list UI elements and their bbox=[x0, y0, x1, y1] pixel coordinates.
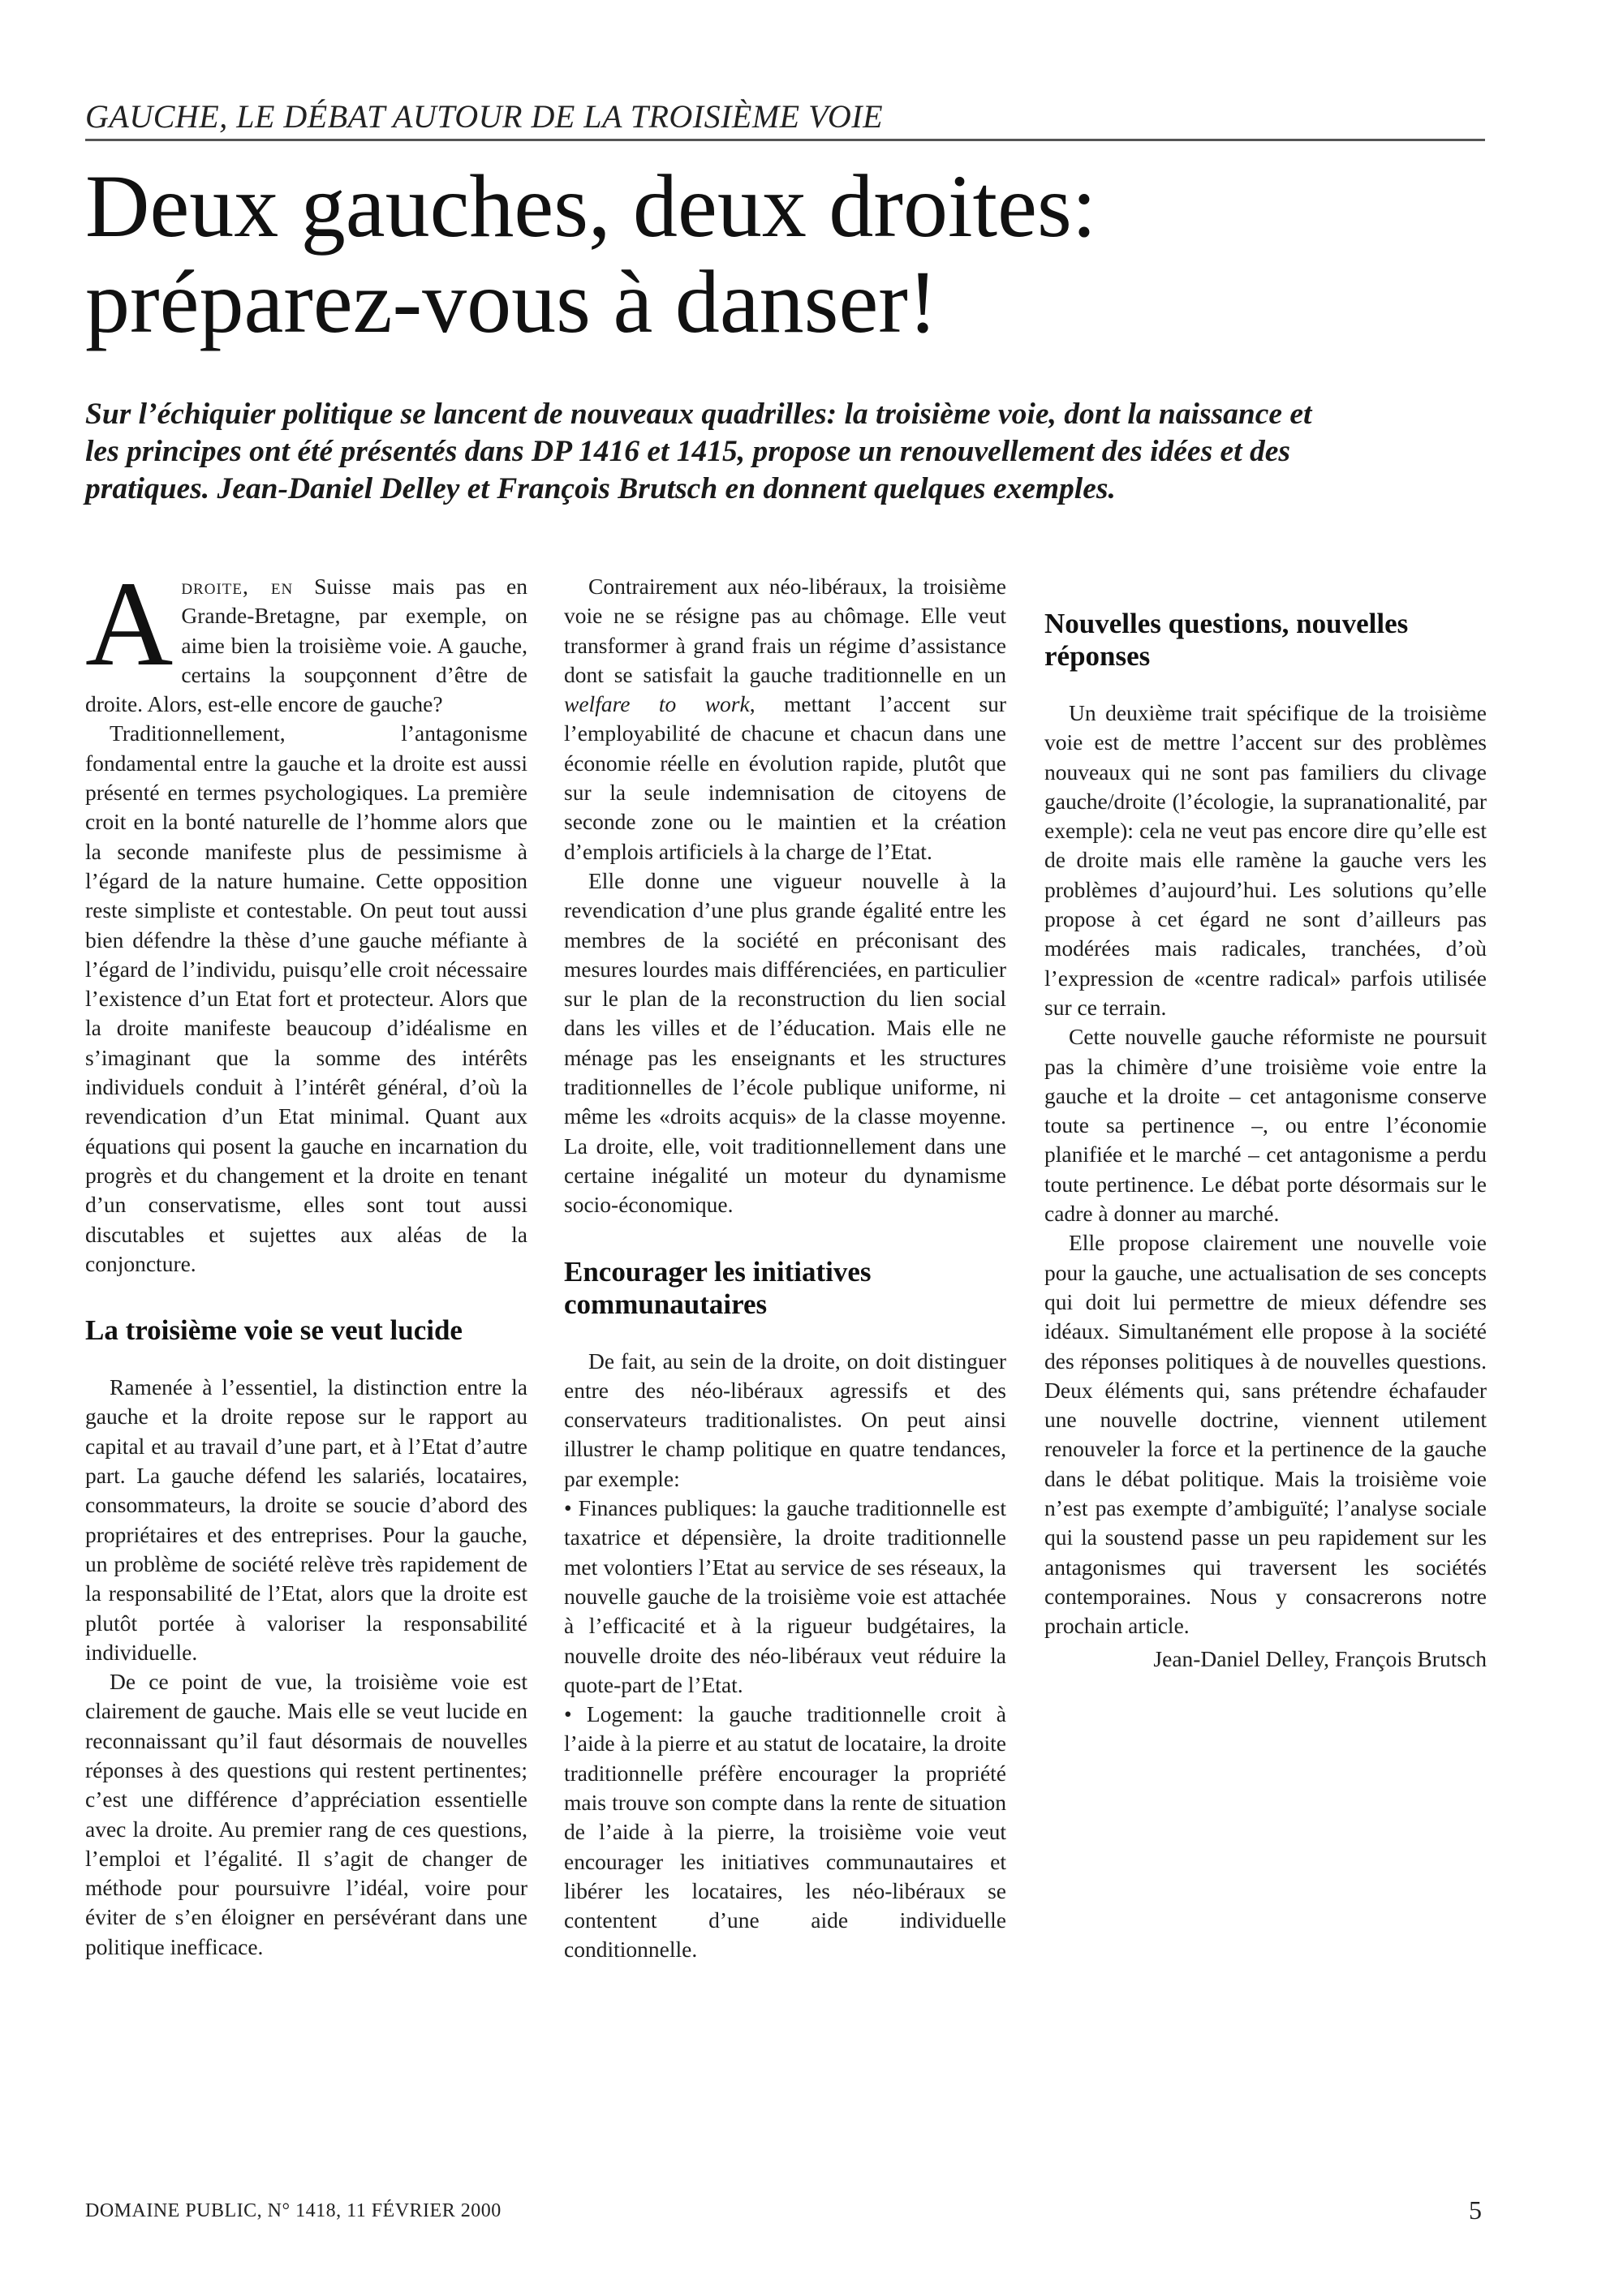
paragraph: Traditionnellement, l’antagonisme fondamental entre la gauche et la droite est aussi présenté en termes psychologiques. La première croit en la bonté naturelle de l’homme alors que la seconde manifeste plus de pessimisme à l’égard de la nature humaine. Cette opposition reste simpliste et contestable. On peut tout aussi bien défendre la thèse d’une gauche méfiante à l’égard de l’individu, puisqu’elle croit nécessaire l’existence d’un Etat fort et protecteur. Alors que la droite manifeste beaucoup d’idéalisme en s’imaginant que la somme des intérêts individuels conduit à l’intérêt général, d’où la revendication d’un Etat minimal. Quant aux équations qui posent la gauche en incarnation du progrès et du changement et la droite en tenant d’un conservatisme, elles sont tout aussi discutables et sujettes aux aléas de la conjoncture. bbox=[85, 720, 527, 1276]
bullet-item: • Finances publiques: la gauche traditionnelle est taxatrice et dépensière, la droite traditionnelle met volontiers l’Etat au service de ses réseaux, la nouvelle gauche de la troisième voie est attachée à l’efficacité et à la rigueur budgétaires, la nouvelle droite des néo-libéraux veut réduire la quote-part de l’Etat. bbox=[564, 1495, 1006, 1697]
author-signature: Jean-Daniel Delley, François Brutsch bbox=[1153, 1645, 1487, 1671]
footer-publication: DOMAINE PUBLIC, N° 1418, 11 FÉVRIER 2000 bbox=[85, 2200, 502, 2221]
article-column-3 bbox=[1044, 572, 1487, 1674]
paragraph: Elle donne une vigueur nouvelle à la revendication d’une plus grande égalité entre les membres de la société en préconisant des mesures lourdes mais différenciées, en particulier sur le plan de la reconstruction du lien social dans les villes et de l’éducation. Mais elle ne ménage pas les enseignants et les structures traditionnelles de l’école publique uniforme, ni même les «droits acquis» de la classe moyenne. La droite, elle, voit traditionnellement dans une certaine inégalité un moteur du dynamisme socio-économique. bbox=[564, 867, 1006, 1218]
subheading-questions: Nouvelles questions, nouvelles réponses bbox=[1044, 608, 1409, 672]
drop-cap: A bbox=[85, 557, 174, 691]
paragraph-opening-text: Suisse mais pas en Grande-Bretagne, par exemple, on aime bien la troisième voie. A gauche, certains la soupçonnent d’être de droite. Alors, est-elle encore de gauche? bbox=[85, 574, 527, 717]
paragraph: Cette nouvelle gauche réformiste ne poursuit pas la chimère d’une troisième voie entre la gauche et la droite – cet antagonisme conserve toute sa pertinence –, ou entre l’économie planifiée et le marché – cet antagonisme a perdu toute pertinence. Le débat porte désormais sur le cadre à donner au marché. bbox=[1044, 1024, 1487, 1227]
bullet-item: • Logement: la gauche traditionnelle croit à l’aide à la pierre et au statut de locataire, la droite traditionnelle préfère encourager la propriété mais trouve son compte dans la rente de situation de l’aide à la pierre, la troisième voie veut encourager les initiatives communautaires et libérer les locataires, les néo-libéraux se contentent d’une aide individuelle conditionnelle. bbox=[564, 1701, 1006, 1963]
lead-smallcaps: droite, en bbox=[181, 574, 294, 599]
paragraph: Ramenée à l’essentiel, la distinction entre la gauche et la droite repose sur le rapport au capital et au travail d’une part, et à l’Etat d’autre part. La gauche défend les salariés, locataires, consommateurs, la droite se soucie d’abord des propriétaires et des entreprises. Pour la gauche, un problème de société relève très rapidement de la responsabilité de l’Etat, alors que la droite est plutôt portée à valoriser la responsabilité individuelle. bbox=[85, 1374, 527, 1665]
paragraph-text: Contrairement aux néo-libéraux, la troisième voie ne se résigne pas au chômage. Elle veut transformer à grand frais un régime d’assistance dont se satisfait la gauche traditionnelle en un bbox=[564, 574, 1006, 687]
paragraph: Elle propose clairement une nouvelle voie pour la gauche, une actualisation de ses concepts qui doit lui permettre de mieux défendre ses idéaux. Simultanément elle propose à la société des réponses politiques à de nouvelles questions. Deux éléments qui, sans prétendre échafauder une nouvelle doctrine, viennent utilement renouveler la force et la pertinence de la gauche dans le débat politique. Mais la troisième voie n’est pas exempte d’ambiguïté; l’analyse sociale qui la soustend passe un peu rapidement sur les antagonismes qui traversent les sociétés contemporaines. Nous y consacrerons notre prochain article. bbox=[1044, 1230, 1487, 1639]
lede-paragraph: Sur l’échiquier politique se lancent de nouveaux quadrilles: la troisième voie, dont la naissance et les principes ont été présentés dans DP 1416 et 1415, propose un renouvellement des idées et des pratiques. Jean-Daniel Delley et François Brutsch en donnent quelques exemples. bbox=[85, 398, 1312, 505]
article-column-2 bbox=[564, 572, 1006, 1965]
page-number: 5 bbox=[1469, 2195, 1482, 2225]
subheading-initiatives: Encourager les initiatives communautaires bbox=[564, 1255, 872, 1320]
subheading-lucide: La troisième voie se veut lucide bbox=[85, 1314, 463, 1347]
headline-line-2: préparez-vous à danser! bbox=[85, 252, 938, 351]
paragraph: De ce point de vue, la troisième voie est clairement de gauche. Mais elle se veut lucide en reconnaissant qu’il faut désormais de nouvelles réponses à des questions qui restent pertinentes; c’est une différence d’appréciation essentielle avec la droite. Au premier rang de ces questions, l’emploi et l’égalité. Il s’agit de changer de méthode pour poursuivre l’idéal, voire pour éviter de s’en éloigner en persévérant dans une politique inefficace. bbox=[85, 1669, 527, 1959]
article-column-1 bbox=[85, 557, 527, 1962]
paragraph: De fait, au sein de la droite, on doit distinguer entre des néo-libéraux agressifs et des conservateurs traditionalistes. On peut ainsi illustrer le champ politique en quatre tendances, par exemple: bbox=[564, 1348, 1006, 1491]
headline bbox=[85, 158, 1497, 350]
paragraph: Un deuxième trait spécifique de la troisième voie est de mettre l’accent sur des problèmes nouveaux qui ne sont pas familiers du clivage gauche/droite (l’écologie, la supranationalité, par exemple): cela ne veut pas encore dire qu’elle est de droite mais elle ramène la gauche vers les problèmes d’aujourd’hui. Les solutions qu’elle propose à cet égard ne sont d’ailleurs pas modérées mais radicales, tranchées, d’où l’expression de «centre radical» parfois utilisée sur ce terrain. bbox=[1044, 700, 1487, 1020]
paragraph bbox=[564, 572, 1006, 866]
section-kicker: GAUCHE, LE DÉBAT AUTOUR DE LA TROISIÈME VOIE bbox=[85, 97, 1485, 141]
paragraph-text: , mettant l’accent sur l’employabilité de chacune et chacun dans une économie réelle en évolution rapide, plutôt que sur la seule indemnisation de citoyens de seconde zone ou le maintien et la création d’emplois artificiels à la charge de l’Etat. bbox=[564, 691, 1006, 864]
headline-line-1: Deux gauches, deux droites: bbox=[85, 157, 1097, 256]
paragraph-opening bbox=[85, 557, 527, 719]
emphasis-term: welfare to work bbox=[564, 691, 750, 717]
